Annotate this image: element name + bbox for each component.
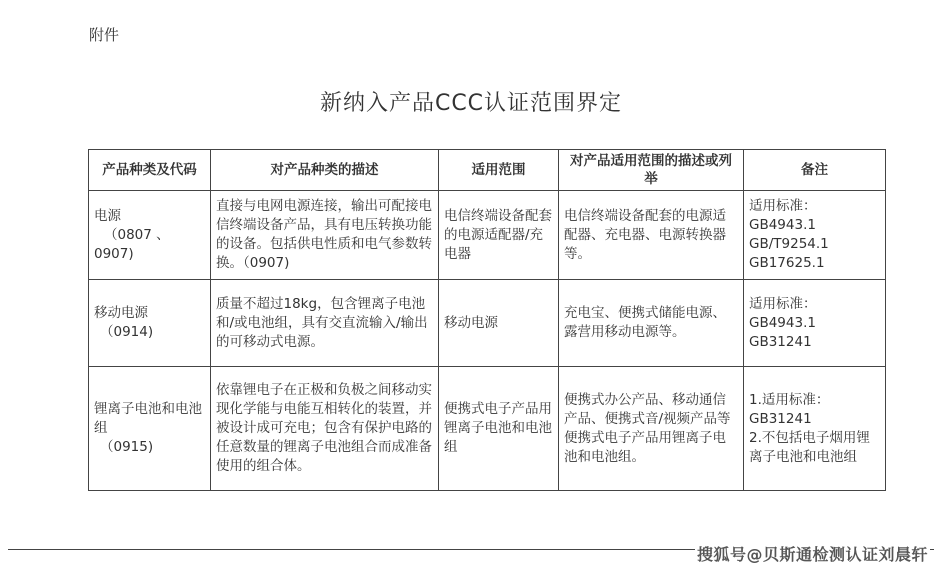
table-header-row [89,150,886,191]
description-cell: 直接与电网电源连接，输出可配接电信终端设备产品，具有电压转换功能的设备。包括供电性质和电气参数转换。（0907) [211,191,439,280]
header-description: 对产品种类的描述 [211,150,439,191]
note-line: 2.不包括电子烟用锂离子电池和电池组 [749,429,870,465]
scope-cell: 电信终端设备配套的电源适配器/充电器 [439,191,559,280]
category-cell [89,280,211,367]
attachment-label: 附件 [89,26,120,44]
scope-cell: 移动电源 [439,280,559,367]
note-line: 适用标准： [749,198,817,214]
header-notes: 备注 [744,150,886,191]
category-name: 锂离子电池和电池组 [94,401,202,436]
notes-cell [744,191,886,280]
category-code: （0807 、 [104,226,170,243]
category-code: （0915) [100,439,154,455]
table-row [89,280,886,367]
note-line: GB/T9254.1 [749,236,829,252]
scope-detail-cell: 便携式办公产品、移动通信产品、便携式音/视频产品等便携式电子产品用锂离子电池和电池组。 [559,367,744,491]
note-line: 适用标准： [749,295,817,312]
note-line: GB31241 [749,333,812,350]
scope-cell: 便携式电子产品用锂离子电池和电池组 [439,367,559,491]
note-line: GB31241 [749,410,812,427]
note-line: GB4943.1 [749,314,816,331]
category-cell [89,191,211,280]
table-row [89,191,886,280]
notes-cell [744,280,886,367]
description-cell: 依靠锂电子在正极和负极之间移动实现化学能与电能互相转化的装置，并被设计成可充电；包含有保护电路的任意数量的锂离子电池组合而成准备使用的组合体。 [211,367,439,491]
description-cell: 质量不超过18kg，包含锂离子电池和/或电池组，具有交直流输入/输出的可移动式电源。 [211,280,439,367]
scope-table [88,149,886,491]
header-category: 产品种类及代码 [89,150,211,191]
header-scope-detail: 对产品适用范围的描述或列举 [559,150,744,191]
scope-detail-cell: 充电宝、便携式储能电源、露营用移动电源等。 [559,280,744,367]
table-row [89,367,886,491]
category-code: （0914) [100,324,154,340]
notes-cell [744,367,886,491]
header-scope: 适用范围 [439,150,559,191]
scope-detail-cell: 电信终端设备配套的电源适配器、充电器、电源转换器等。 [559,191,744,280]
category-code: 0907) [94,245,134,262]
category-name: 移动电源 [94,305,148,321]
watermark: 搜狐号@贝斯通检测认证刘晨轩 [695,542,930,565]
note-line: GB17625.1 [749,255,825,271]
note-line: 1.适用标准： [749,391,830,408]
document-title: 新纳入产品CCC认证范围界定 [319,91,623,116]
note-line: GB4943.1 [749,217,816,233]
category-cell [89,367,211,491]
category-name: 电源 [94,207,121,224]
